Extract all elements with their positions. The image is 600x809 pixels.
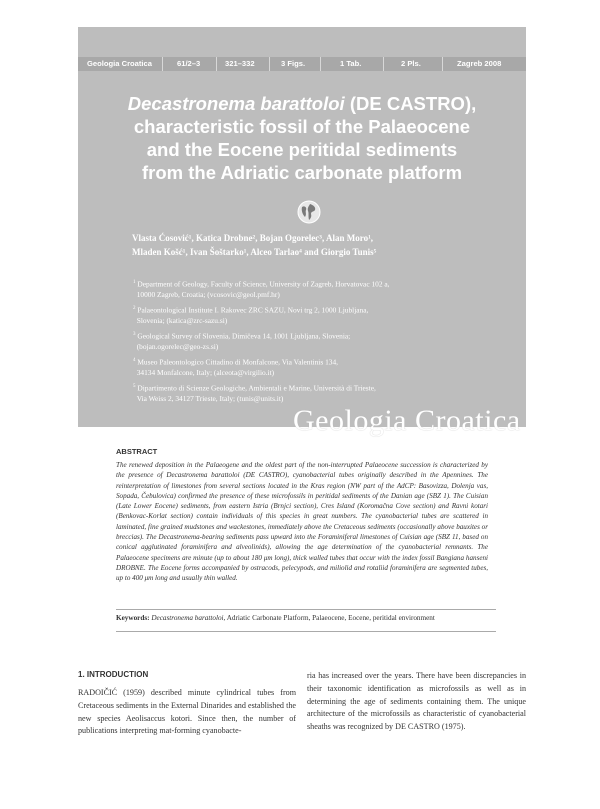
section-heading-introduction: 1. INTRODUCTION [78,670,149,679]
author-list [132,231,432,259]
figs-count: 3 Figs. [281,59,306,68]
abstract-text: The renewed deposition in the Palaeogene and the oldest part of the non-interrupted Palaeocene succession is characterized by the presence of Decastronema barattoloi (DE CASTRO), cyanobacterial tubes originally described in the Apennines. The reinterpretation of limestones from several sections located in the Kras region (NW part of the AdCP: Basovizza, Dolenja vas, Sopada, Čebulovica) confirmed the presence of these microfossils in peritidal sediments of the Danian age (SBZ 1). The Cuisian (Late Lower Eocene) sediments, from eastern Istria (Brnjci section), Cres Island (Koromačna Cove section) and Ravni kotari (Benkovac-Korlat section) contain individuals of this species in great numbers. The cyanobacterial tubes are scattered in laminated, fine grained mudstones and wackestones, immediately above the Cretaceous sediments (occasionally above bauxites or breccias). The Decastronema-bearing sediments pass upward into the Foraminiferal limestones of Cuisian age (SBZ 11, based on conical agglutinated foraminifera and alveolinids), allowing the age determination of the cyanobacterial remnants. The Palaeocene specimens are minute (up to about 180 μm long), thick walled tubes that occur with the index fossil Bangiana hanseni DROBNE. The Eocene forms accompanied by ostracods, pelecypods, and miliolid and rotaliid foraminifera are segmented tubes, up to 400 μm long and usually thin walled. [116,461,488,583]
affiliation-3: $^3$ Geological Survey of Slovenia, Dimičeva 14, 1001 Ljubljana, Slovenia; (bojan.ogorelec@geo-zs.si) [133,331,351,352]
title-species: Decastronema barattoloi [127,93,345,114]
keywords [116,614,496,622]
title-line-3: and the Eocene peritidal sediments [146,139,458,160]
keywords-species: Decastronema barattoloi [151,614,224,622]
divider [116,631,496,632]
intro-column-2: ria has increased over the years. There have been discrepancies in their taxonomic identification as microfossils as well as in determining the age of sediments containing them. The unique architecture of the microfossils as characteristic of cyanobacterial sheaths was recognized by DE CASTRO (1975). [307,671,526,732]
globe-icon [297,200,321,224]
affiliation-5: $^5$ Dipartimento di Scienze Geologiche, Ambientali e Marine, Università di Trieste, Via Weiss 2, 34127 Trieste, Italy; (tunis@units.it) [133,383,376,404]
page-range: 321–332 [225,59,255,68]
journal-name: Geologia Croatica [87,59,152,68]
article-title [90,92,514,184]
title-author-year: (DE CASTRO), [344,93,477,114]
authors-line-1: Vlasta Ćosović¹, Katica Drobne², Bojan Ogorelec³, Alan Moro¹, [132,233,374,243]
keywords-label: Keywords: [116,614,150,622]
affiliation-1: $^1$ Department of Geology, Faculty of Science, University of Zagreb, Horvatovac 102 a, 10000 Zagreb, Croatia; (vcosovic@geol.pmf.hr) [133,279,390,300]
tabs-count: 1 Tab. [340,59,362,68]
intro-column-1: RADOIČIĆ (1959) described minute cylindrical tubes from Cretaceous sediments in the External Dinarides and established the new species Aeolisaccus kotori. Since then, the number of publications interpreting mat-forming cyanobacte- [78,688,296,736]
title-line-4: from the Adriatic carbonate platform [141,162,463,183]
journal-watermark: Geologia Croatica [293,404,521,437]
keywords-list: , Adriatic Carbonate Platform, Palaeocene, Eocene, peritidal environment [223,614,435,622]
authors-line-2: Mladen Košć¹, Ivan Šoštarko¹, Alceo Tarlao⁴ and Giorgio Tunis⁵ [132,247,377,257]
journal-meta-bar [78,57,526,71]
volume: 61/2–3 [177,59,201,68]
place-year: Zagreb 2008 [457,59,502,68]
title-line-2: characteristic fossil of the Palaeocene [133,116,471,137]
divider [116,609,496,610]
affiliation-2: $^2$ Palaeontological Institute I. Rakovec ZRC SAZU, Novi trg 2, 1000 Ljubljana, Slovenia; (katica@zrc-sazu.si) [133,305,369,326]
abstract-heading: ABSTRACT [116,447,158,456]
plates-count: 2 Pls. [401,59,421,68]
affiliation-4: $^4$ Museo Paleontologico Cittadino di Monfalcone, Via Valentinis 134, 34134 Monfalcone, Italy; (alceota@virgilio.it) [133,357,339,378]
